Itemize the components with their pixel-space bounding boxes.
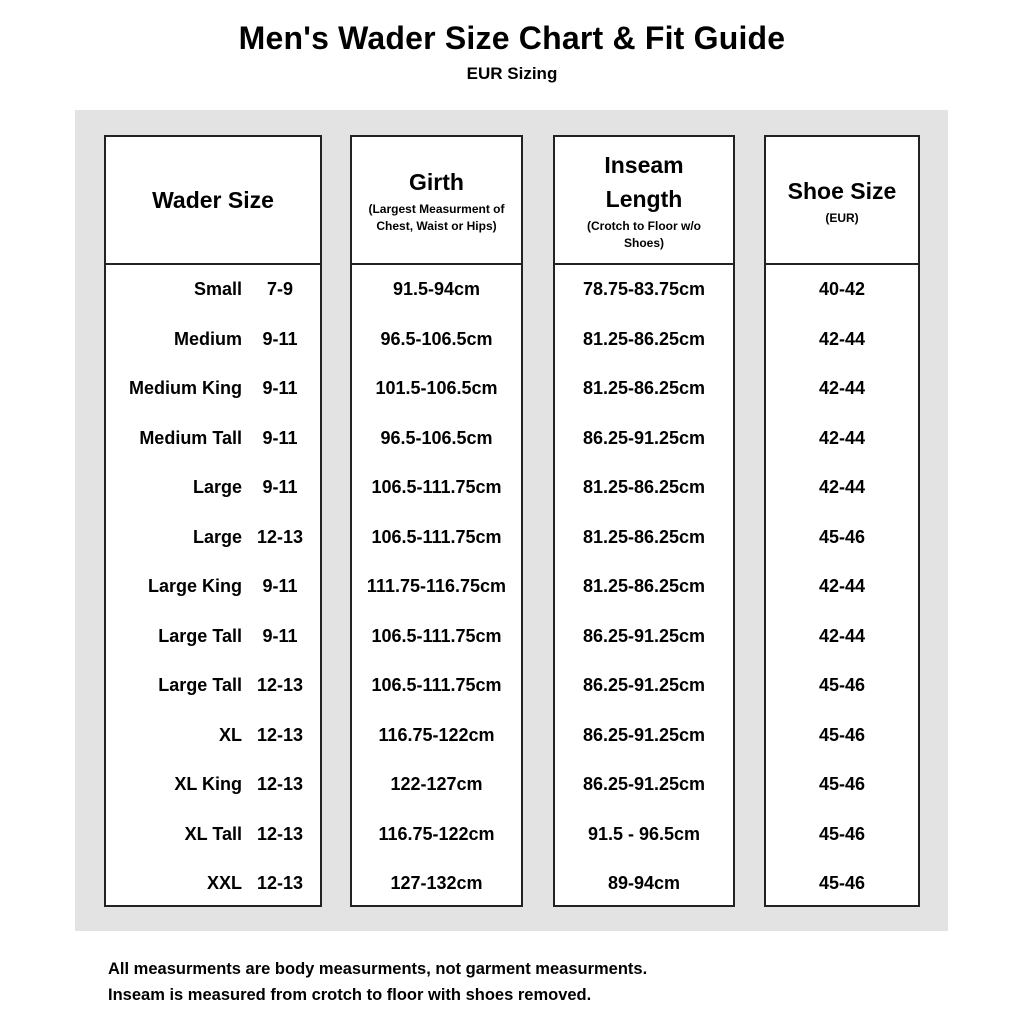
table-row	[106, 414, 320, 464]
girth-value: 91.5-94cm	[392, 279, 481, 300]
shoe-size-value: 40-42	[818, 279, 866, 300]
inseam-value: 86.25-91.25cm	[582, 427, 706, 448]
table-row	[766, 463, 918, 513]
girth-value: 127-132cm	[390, 873, 483, 894]
inseam-value: 81.25-86.25cm	[582, 526, 706, 547]
table-row	[555, 315, 733, 365]
size-name: Large King	[147, 576, 242, 597]
table-row	[352, 463, 521, 513]
table-row	[352, 711, 521, 761]
inseam-value: 81.25-86.25cm	[582, 328, 706, 349]
table-row	[352, 810, 521, 860]
table-row	[555, 711, 733, 761]
inseam-value: 86.25-91.25cm	[582, 675, 706, 696]
shoe-size-value: 42-44	[818, 625, 866, 646]
table-row	[766, 513, 918, 563]
notes	[108, 956, 647, 1008]
size-fit: 12-13	[256, 873, 304, 894]
table-row	[352, 364, 521, 414]
table-row	[555, 463, 733, 513]
table-row	[555, 265, 733, 315]
shoe-size-header: Shoe Size	[787, 177, 897, 204]
table-row	[555, 859, 733, 909]
table-row	[106, 859, 320, 909]
size-name: Large	[192, 526, 242, 547]
size-fit: 9-11	[262, 328, 298, 349]
girth-column	[350, 135, 523, 907]
page-subtitle: EUR Sizing	[466, 64, 558, 83]
table-row	[766, 315, 918, 365]
note-line: All measurments are body measurments, not garment measurments.	[108, 960, 648, 978]
girth-value: 106.5-111.75cm	[371, 526, 502, 547]
page-title: Men's Wader Size Chart & Fit Guide	[238, 20, 786, 56]
size-fit: 9-11	[262, 625, 298, 646]
size-fit: 12-13	[256, 724, 304, 745]
inseam-column	[553, 135, 735, 907]
size-fit: 9-11	[262, 477, 298, 498]
shoe-size-value: 42-44	[818, 477, 866, 498]
table-row	[555, 562, 733, 612]
size-fit: 9-11	[262, 378, 298, 399]
table-row	[555, 364, 733, 414]
table-row	[555, 414, 733, 464]
table-row	[106, 513, 320, 563]
size-name: Small	[193, 279, 242, 300]
table-row	[352, 414, 521, 464]
table-row	[555, 661, 733, 711]
table-row	[106, 562, 320, 612]
size-fit: 12-13	[256, 823, 304, 844]
size-name: XL	[218, 724, 242, 745]
inseam-subheader: (Crotch to Floor w/o Shoes)	[587, 219, 701, 250]
size-name: XL King	[174, 774, 242, 795]
inseam-value: 81.25-86.25cm	[582, 378, 706, 399]
girth-value: 106.5-111.75cm	[371, 477, 502, 498]
inseam-value: 86.25-91.25cm	[582, 724, 706, 745]
inseam-value: 86.25-91.25cm	[582, 774, 706, 795]
table-row	[766, 562, 918, 612]
inseam-value: 81.25-86.25cm	[582, 576, 706, 597]
table-row	[106, 661, 320, 711]
table-row	[352, 513, 521, 563]
girth-value: 106.5-111.75cm	[371, 625, 502, 646]
inseam-value: 81.25-86.25cm	[582, 477, 706, 498]
girth-value: 101.5-106.5cm	[375, 378, 498, 399]
table-row	[352, 760, 521, 810]
girth-value: 96.5-106.5cm	[380, 427, 493, 448]
shoe-size-value: 45-46	[818, 774, 866, 795]
wader-size-column	[104, 135, 322, 907]
size-fit: 12-13	[256, 675, 304, 696]
shoe-size-value: 45-46	[818, 873, 866, 894]
size-name: Large	[192, 477, 242, 498]
table-row	[106, 265, 320, 315]
table-row	[766, 414, 918, 464]
table-row	[106, 711, 320, 761]
girth-value: 111.75-116.75cm	[366, 576, 507, 597]
girth-subheader: (Largest Measurment of Chest, Waist or Hips)	[368, 202, 505, 233]
girth-value: 96.5-106.5cm	[380, 328, 493, 349]
shoe-size-value: 45-46	[818, 526, 866, 547]
table-row	[352, 661, 521, 711]
wader-size-header: Wader Size	[152, 187, 274, 213]
girth-value: 106.5-111.75cm	[371, 675, 502, 696]
table-row	[106, 364, 320, 414]
size-fit: 9-11	[262, 427, 298, 448]
shoe-size-value: 45-46	[818, 675, 866, 696]
table-row	[766, 612, 918, 662]
table-row	[106, 760, 320, 810]
table-row	[106, 612, 320, 662]
table-row	[766, 265, 918, 315]
table-row	[106, 463, 320, 513]
table-row	[766, 760, 918, 810]
size-name: Large Tall	[158, 675, 242, 696]
girth-value: 122-127cm	[390, 774, 483, 795]
shoe-size-value: 42-44	[818, 576, 866, 597]
size-name: Large Tall	[158, 625, 242, 646]
size-fit: 12-13	[256, 526, 304, 547]
size-name: Medium Tall	[139, 427, 242, 448]
size-name: Medium	[173, 328, 242, 349]
shoe-size-value: 42-44	[818, 378, 866, 399]
shoe-size-subheader: (EUR)	[825, 210, 859, 225]
size-name: XL Tall	[184, 823, 242, 844]
girth-value: 116.75-122cm	[378, 823, 495, 844]
table-row	[352, 562, 521, 612]
table-row	[766, 364, 918, 414]
table-row	[352, 859, 521, 909]
table-row	[766, 810, 918, 860]
size-fit: 12-13	[256, 774, 304, 795]
girth-value: 116.75-122cm	[378, 724, 495, 745]
table-row	[106, 315, 320, 365]
note-line: Inseam is measured from crotch to floor with shoes removed.	[108, 986, 592, 1004]
shoe-size-value: 45-46	[818, 823, 866, 844]
size-fit: 9-11	[262, 576, 298, 597]
size-name: Medium King	[129, 378, 242, 399]
inseam-value: 89-94cm	[607, 873, 681, 894]
inseam-value: 91.5 - 96.5cm	[587, 823, 701, 844]
table-row	[352, 315, 521, 365]
table-row	[555, 513, 733, 563]
table-row	[352, 612, 521, 662]
size-fit: 7-9	[266, 279, 293, 300]
table-row	[106, 810, 320, 860]
table-row	[555, 612, 733, 662]
shoe-size-value: 45-46	[818, 724, 866, 745]
girth-header: Girth	[409, 169, 464, 195]
shoe-size-value: 42-44	[818, 328, 866, 349]
size-name: XXL	[206, 873, 242, 894]
shoe-size-column	[764, 135, 920, 907]
table-row	[766, 711, 918, 761]
table-row	[555, 760, 733, 810]
table-row	[352, 265, 521, 315]
inseam-value: 86.25-91.25cm	[582, 625, 706, 646]
table-row	[555, 810, 733, 860]
table-row	[766, 661, 918, 711]
shoe-size-value: 42-44	[818, 427, 866, 448]
table-row	[766, 859, 918, 909]
inseam-header: Inseam Length	[604, 152, 684, 212]
inseam-value: 78.75-83.75cm	[582, 279, 706, 300]
